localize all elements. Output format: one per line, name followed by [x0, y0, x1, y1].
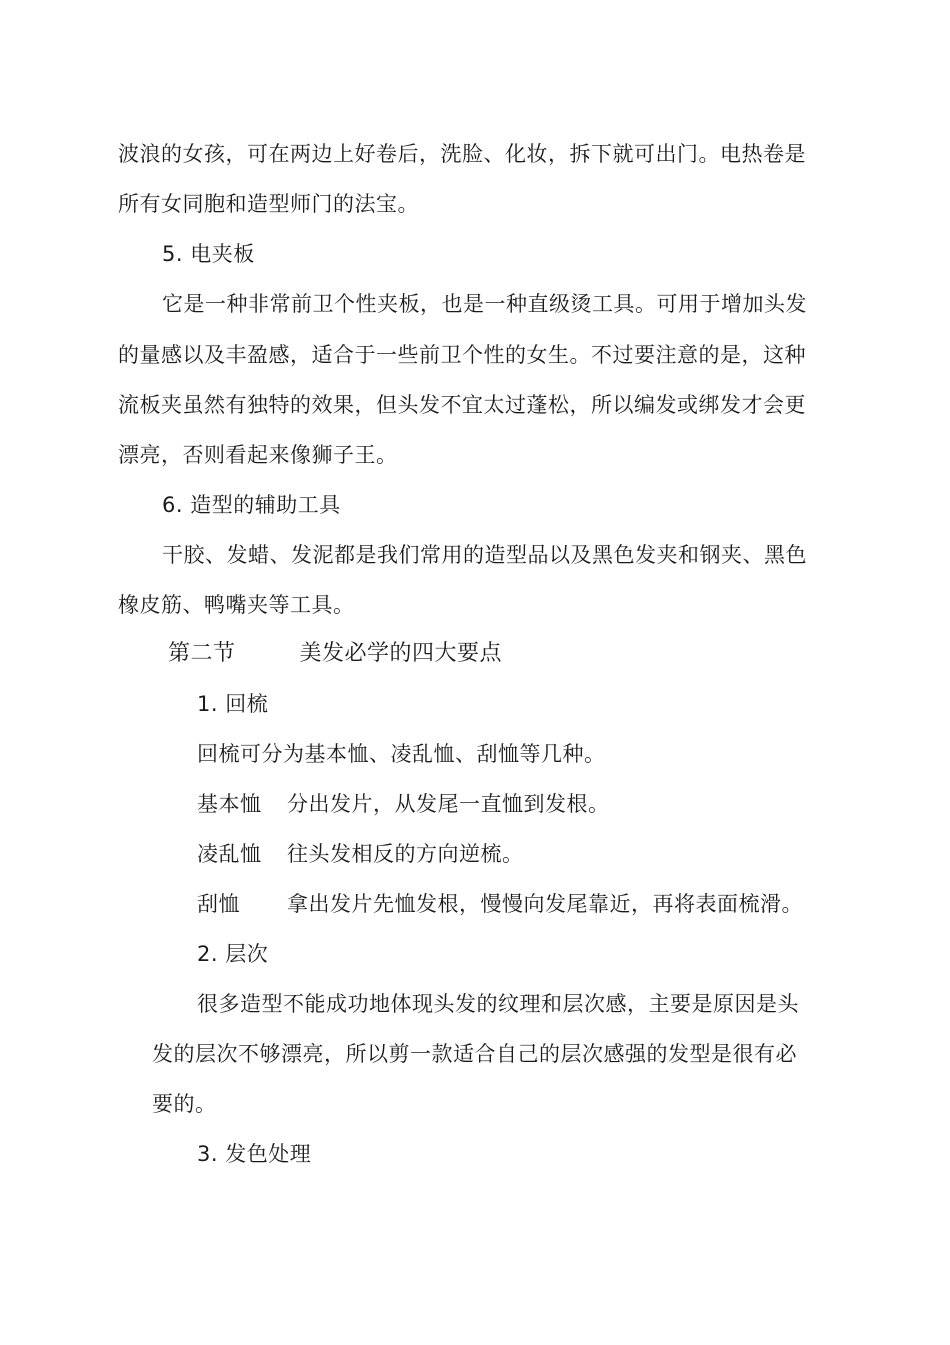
- section-title: 美发必学的四大要点: [299, 641, 503, 666]
- section-number: 第二节: [168, 641, 236, 666]
- definition-row: [197, 890, 803, 918]
- paragraph-line: 干胶、发蜡、发泥都是我们常用的造型品以及黑色发夹和钢夹、黑色: [162, 543, 807, 567]
- paragraph-line: 漂亮，否则看起来像狮子王。: [118, 443, 398, 467]
- section-heading: [168, 640, 502, 668]
- definition-desc: 往头发相反的方向逆梳。: [287, 842, 524, 866]
- paragraph-line: 回梳可分为基本恤、凌乱恤、刮恤等几种。: [197, 742, 606, 766]
- definition-term: 基本恤: [197, 792, 262, 816]
- paragraph-line: 的量感以及丰盈感，适合于一些前卫个性的女生。不过要注意的是，这种: [118, 343, 806, 367]
- paragraph-line: 很多造型不能成功地体现头发的纹理和层次感，主要是原因是头: [197, 992, 799, 1016]
- paragraph-line: 发的层次不够漂亮，所以剪一款适合自己的层次感强的发型是很有必: [152, 1042, 797, 1066]
- paragraph-line: 它是一种非常前卫个性夹板，也是一种直级烫工具。可用于增加头发: [162, 292, 807, 316]
- paragraph-line: 波浪的女孩，可在两边上好卷后，洗脸、化妆，拆下就可出门。电热卷是: [118, 142, 806, 166]
- definition-term: 刮恤: [197, 892, 240, 916]
- item-heading-1: 1. 回梳: [197, 692, 269, 716]
- paragraph-line: 流板夹虽然有独特的效果，但头发不宜太过蓬松，所以编发或绑发才会更: [118, 393, 806, 417]
- subheading-styling-tools: 6. 造型的辅助工具: [162, 493, 341, 517]
- item-heading-2: 2. 层次: [197, 942, 269, 966]
- definition-desc: 拿出发片先恤发根，慢慢向发尾靠近，再将表面梳滑。: [287, 892, 803, 916]
- definition-term: 凌乱恤: [197, 842, 262, 866]
- definition-row: [197, 840, 524, 868]
- paragraph-line: 要的。: [152, 1092, 217, 1116]
- paragraph-line: 所有女同胞和造型师门的法宝。: [118, 192, 419, 216]
- definition-desc: 分出发片，从发尾一直恤到发根。: [287, 792, 610, 816]
- definition-row: [197, 790, 610, 818]
- item-heading-3: 3. 发色处理: [197, 1142, 312, 1166]
- subheading-electric-clip: 5. 电夹板: [162, 242, 255, 266]
- paragraph-line: 橡皮筋、鸭嘴夹等工具。: [118, 593, 355, 617]
